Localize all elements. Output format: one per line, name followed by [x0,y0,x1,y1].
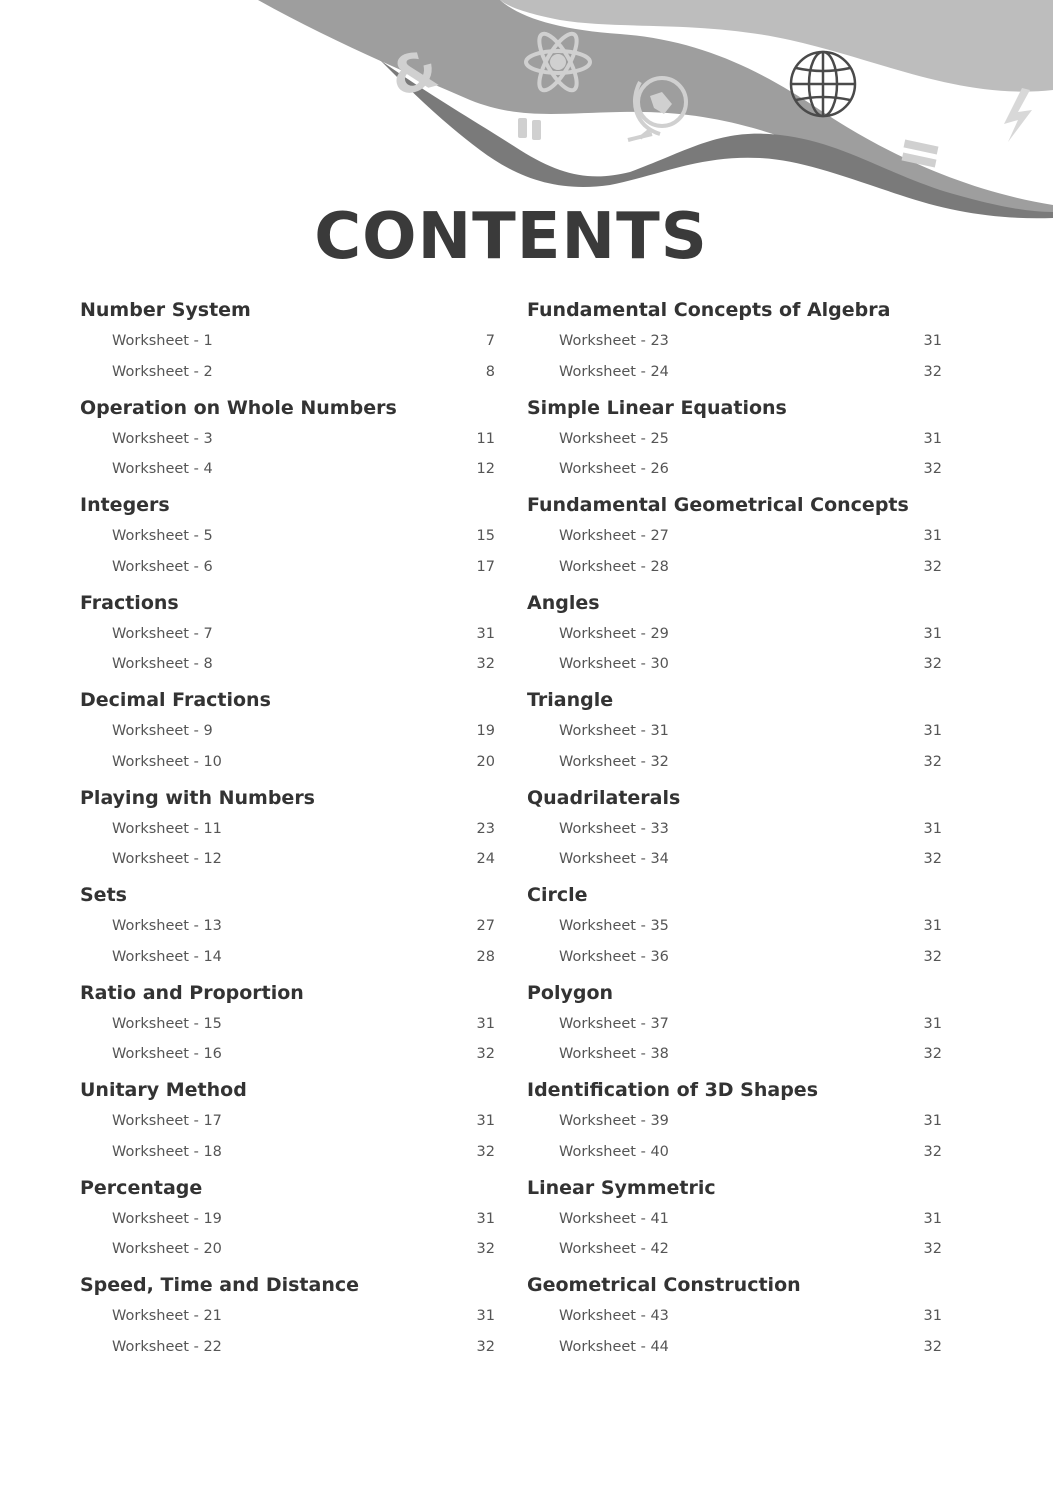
worksheet-label: Worksheet - 28 [559,558,669,575]
worksheet-entry [527,942,942,973]
worksheet-page-number: 31 [923,1113,942,1129]
chapter-title: Integers [80,494,170,516]
toc-chapter [80,490,495,588]
chapter-title: Fundamental Concepts of Algebra [527,299,891,321]
worksheet-page-number: 12 [476,461,495,477]
worksheet-entry [80,1204,495,1235]
chapter-title: Linear Symmetric [527,1176,716,1199]
worksheet-entry [80,357,495,388]
worksheet-entry [80,1332,495,1363]
worksheet-page-number: 32 [476,1046,495,1062]
worksheet-page-number: 32 [923,851,942,867]
worksheet-label: Worksheet - 40 [559,1143,669,1160]
worksheet-entry [527,911,942,942]
worksheet-label: Worksheet - 20 [112,1241,222,1257]
page-title: CONTENTS [314,200,708,274]
chapter-title: Quadrilaterals [527,786,681,809]
toc-chapter [527,978,942,1076]
worksheet-label: Worksheet - 35 [559,918,669,934]
worksheet-entry [527,716,942,747]
worksheet-entry [80,521,495,552]
worksheet-label: Worksheet - 24 [559,363,669,380]
toc-chapter [80,393,495,491]
worksheet-label: Worksheet - 14 [112,948,222,965]
worksheet-label: Worksheet - 43 [559,1308,669,1324]
worksheet-page-number: 31 [923,430,942,447]
worksheet-page-number: 31 [923,918,942,934]
toc-chapter [80,783,495,881]
chapter-title: Fractions [80,591,179,614]
quotation-mark-icon [518,118,541,140]
worksheet-label: Worksheet - 10 [112,753,222,770]
wireframe-globe-icon [791,52,855,116]
worksheet-page-number: 27 [476,918,495,934]
worksheet-label: Worksheet - 21 [112,1308,222,1324]
chapter-title: Unitary Method [80,1079,247,1101]
worksheet-entry [80,649,495,680]
worksheet-page-number: 31 [923,625,942,642]
worksheet-label: Worksheet - 19 [112,1210,222,1227]
worksheet-entry [80,1106,495,1137]
toc-chapter [80,685,495,783]
toc-chapter [527,880,942,978]
worksheet-entry [80,911,495,942]
worksheet-label: Worksheet - 34 [559,851,669,867]
worksheet-page-number: 11 [476,430,495,447]
worksheet-label: Worksheet - 4 [112,461,213,477]
worksheet-entry [527,1009,942,1040]
worksheet-page-number: 32 [476,1241,495,1257]
worksheet-label: Worksheet - 8 [112,656,213,672]
chapter-title: Angles [527,591,600,614]
toc-chapter [80,978,495,1076]
worksheet-page-number: 32 [476,1338,495,1355]
toc-chapter [527,295,942,393]
worksheet-entry [527,521,942,552]
worksheet-page-number: 32 [476,1143,495,1160]
worksheet-page-number: 32 [923,753,942,770]
worksheet-entry [527,1204,942,1235]
toc-chapter [527,393,942,491]
worksheet-label: Worksheet - 25 [559,430,669,447]
toc-chapter [80,1075,495,1173]
toc-right-column [527,295,942,1368]
worksheet-label: Worksheet - 22 [112,1338,222,1355]
worksheet-page-number: 17 [476,558,495,575]
worksheet-entry [527,747,942,778]
worksheet-label: Worksheet - 27 [559,528,669,544]
worksheet-page-number: 32 [476,656,495,672]
toc-chapter [527,1173,942,1271]
chapter-title: Percentage [80,1176,203,1199]
worksheet-label: Worksheet - 18 [112,1143,222,1160]
chapter-title: Number System [80,299,251,321]
worksheet-label: Worksheet - 41 [559,1210,669,1227]
worksheet-entry [527,454,942,485]
worksheet-page-number: 31 [923,1210,942,1227]
worksheet-page-number: 20 [476,753,495,770]
ampersand-icon: & [384,38,445,109]
worksheet-page-number: 31 [476,1308,495,1324]
worksheet-entry [80,1234,495,1265]
worksheet-entry [80,1039,495,1070]
worksheet-label: Worksheet - 9 [112,723,213,739]
worksheet-entry [527,1332,942,1363]
worksheet-page-number: 31 [923,723,942,739]
chapter-title: Polygon [527,981,614,1004]
worksheet-page-number: 32 [923,1143,942,1160]
lightning-icon [1004,88,1032,142]
worksheet-page-number: 32 [923,656,942,672]
worksheet-label: Worksheet - 38 [559,1046,669,1062]
worksheet-label: Worksheet - 23 [559,333,669,349]
worksheet-label: Worksheet - 32 [559,753,669,770]
worksheet-page-number: 19 [476,723,495,739]
worksheet-label: Worksheet - 3 [112,430,213,447]
worksheet-page-number: 32 [923,1241,942,1257]
worksheet-label: Worksheet - 15 [112,1015,222,1032]
worksheet-label: Worksheet - 31 [559,723,669,739]
worksheet-label: Worksheet - 44 [559,1338,669,1355]
toc-left-column [80,295,495,1368]
chapter-title: Triangle [527,689,614,711]
worksheet-entry [80,716,495,747]
worksheet-page-number: 31 [476,1015,495,1032]
chapter-title: Decimal Fractions [80,689,271,711]
worksheet-entry [527,424,942,455]
worksheet-entry [80,814,495,845]
chapter-title: Simple Linear Equations [527,396,787,419]
worksheet-page-number: 31 [476,625,495,642]
worksheet-entry [80,747,495,778]
toc-chapter [80,1173,495,1271]
worksheet-label: Worksheet - 17 [112,1113,222,1129]
worksheet-label: Worksheet - 16 [112,1046,222,1062]
worksheet-page-number: 31 [923,820,942,837]
worksheet-label: Worksheet - 7 [112,625,213,642]
chapter-title: Identification of 3D Shapes [527,1079,819,1101]
worksheet-page-number: 31 [476,1210,495,1227]
chapter-title: Operation on Whole Numbers [80,396,397,419]
toc-chapter [527,1270,942,1368]
toc-chapter [80,880,495,978]
worksheet-entry [80,454,495,485]
worksheet-entry [527,844,942,875]
worksheet-page-number: 28 [476,948,495,965]
worksheet-entry [527,326,942,357]
worksheet-entry [80,844,495,875]
toc-chapter [527,685,942,783]
worksheet-entry [80,1137,495,1168]
worksheet-entry [80,552,495,583]
worksheet-label: Worksheet - 12 [112,851,222,867]
worksheet-entry [80,942,495,973]
worksheet-entry [80,1009,495,1040]
worksheet-label: Worksheet - 2 [112,363,213,380]
worksheet-label: Worksheet - 13 [112,918,222,934]
toc-chapter [527,783,942,881]
worksheet-entry [527,1039,942,1070]
toc-chapter [80,295,495,393]
worksheet-page-number: 32 [923,461,942,477]
worksheet-label: Worksheet - 11 [112,820,222,837]
worksheet-page-number: 32 [923,558,942,575]
worksheet-page-number: 31 [923,1015,942,1032]
worksheet-label: Worksheet - 29 [559,625,669,642]
chapter-title: Speed, Time and Distance [80,1274,359,1296]
worksheet-label: Worksheet - 37 [559,1015,669,1032]
worksheet-page-number: 8 [485,363,495,380]
worksheet-page-number: 31 [923,1308,942,1324]
worksheet-page-number: 31 [476,1113,495,1129]
worksheet-page-number: 32 [923,363,942,380]
toc-chapter [527,490,942,588]
worksheet-page-number: 32 [923,948,942,965]
worksheet-page-number: 31 [923,333,942,349]
toc-chapter [527,1075,942,1173]
worksheet-entry [80,424,495,455]
header-wave-art [0,0,1053,230]
worksheet-label: Worksheet - 33 [559,820,669,837]
chapter-title: Circle [527,884,588,906]
chapter-title: Sets [80,884,127,906]
worksheet-page-number: 23 [476,820,495,837]
worksheet-page-number: 24 [476,851,495,867]
worksheet-entry [527,649,942,680]
toc-chapter [80,588,495,686]
worksheet-entry [80,1301,495,1332]
worksheet-entry [527,1106,942,1137]
toc-chapter [527,588,942,686]
worksheet-entry [80,619,495,650]
worksheet-entry [527,357,942,388]
chapter-title: Geometrical Construction [527,1274,801,1296]
worksheet-page-number: 32 [923,1338,942,1355]
worksheet-label: Worksheet - 36 [559,948,669,965]
worksheet-entry [527,814,942,845]
worksheet-label: Worksheet - 26 [559,461,669,477]
worksheet-page-number: 15 [476,528,495,544]
worksheet-entry [527,1301,942,1332]
worksheet-label: Worksheet - 42 [559,1241,669,1257]
worksheet-entry [527,1137,942,1168]
worksheet-entry [80,326,495,357]
chapter-title: Ratio and Proportion [80,981,304,1004]
worksheet-entry [527,552,942,583]
worksheet-entry [527,619,942,650]
chapter-title: Fundamental Geometrical Concepts [527,494,909,516]
worksheet-label: Worksheet - 39 [559,1113,669,1129]
worksheet-label: Worksheet - 5 [112,528,213,544]
worksheet-label: Worksheet - 1 [112,333,213,349]
worksheet-page-number: 32 [923,1046,942,1062]
worksheet-label: Worksheet - 30 [559,656,669,672]
worksheet-entry [527,1234,942,1265]
toc-chapter [80,1270,495,1368]
worksheet-page-number: 31 [923,528,942,544]
chapter-title: Playing with Numbers [80,786,315,809]
worksheet-label: Worksheet - 6 [112,558,213,575]
worksheet-page-number: 7 [485,333,495,349]
